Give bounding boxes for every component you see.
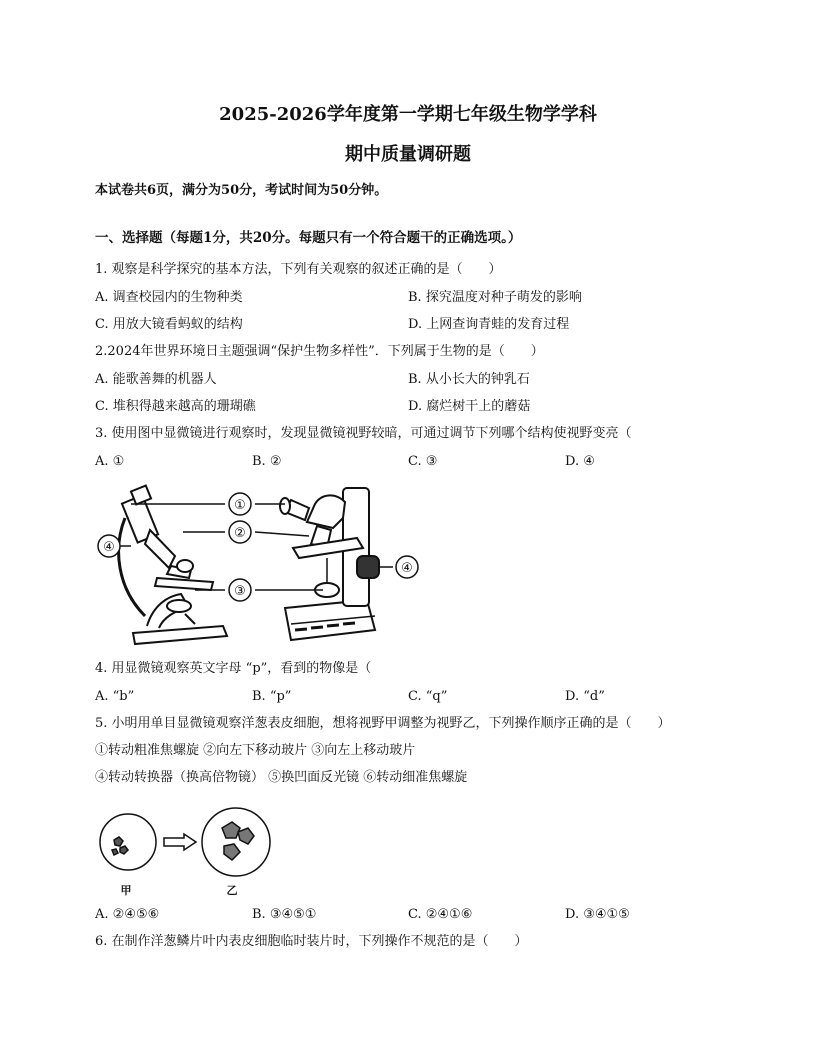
label-3: ③	[234, 584, 246, 599]
question-2-option-d: D. 腐烂树干上的蘑菇	[408, 399, 531, 414]
question-4-option-b: B. “p”	[252, 689, 292, 704]
exam-subtitle: 期中质量调研题	[345, 144, 471, 165]
question-3-option-c: C. ③	[408, 454, 438, 469]
question-1-option-b: B. 探究温度对种子萌发的影响	[408, 290, 582, 305]
question-5-option-b: B. ③④⑤①	[252, 907, 317, 922]
exam-title: 2025-2026学年度第一学期七年级生物学学科	[219, 104, 597, 125]
question-5-option-c: C. ②④①⑥	[408, 907, 473, 922]
question-5-option-d: D. ③④①⑤	[565, 907, 630, 922]
question-2-stem: 2.2024年世界环境日主题强调“保护生物多样性”．下列属于生物的是（ ）	[95, 344, 544, 359]
question-5-option-a: A. ②④⑤⑥	[95, 907, 160, 922]
question-1-stem: 1. 观察是科学探究的基本方法，下列有关观察的叙述正确的是（ ）	[95, 262, 502, 277]
question-3-option-b: B. ②	[252, 454, 282, 469]
field-label-left: 甲	[120, 884, 132, 897]
question-2-option-a: A. 能歌善舞的机器人	[95, 372, 217, 387]
exam-info: 本试卷共6页，满分为50分，考试时间为50分钟。	[95, 183, 388, 198]
question-5-steps-1: ①转动粗准焦螺旋 ②向左下移动玻片 ③向左上移动玻片	[95, 743, 416, 758]
question-2-option-b: B. 从小长大的钟乳石	[408, 372, 530, 387]
question-5-steps-2: ④转动转换器（换高倍物镜） ⑤换凹面反光镜 ⑥转动细准焦螺旋	[95, 770, 468, 785]
question-1-option-c: C. 用放大镜看蚂蚁的结构	[95, 317, 243, 332]
question-6-stem: 6. 在制作洋葱鳞片叶内表皮细胞临时装片时，下列操作不规范的是（ ）	[95, 934, 528, 949]
label-2: ②	[234, 526, 246, 541]
question-2-option-c: C. 堆积得越来越高的珊瑚礁	[95, 399, 256, 414]
label-4-left: ④	[103, 540, 115, 555]
field-of-view-figure	[98, 798, 278, 898]
question-3-option-a: A. ①	[95, 454, 125, 469]
label-4-right: ④	[401, 561, 413, 576]
question-1-option-a: A. 调查校园内的生物种类	[95, 290, 243, 305]
label-1: ①	[234, 498, 246, 513]
question-4-option-d: D. “d”	[565, 689, 605, 704]
field-label-right: 乙	[226, 884, 238, 897]
question-4-option-c: C. “q”	[408, 689, 448, 704]
question-3-stem: 3. 使用图中显微镜进行观察时，发现显微镜视野较暗，可通过调节下列哪个结构使视野变亮（	[95, 426, 632, 441]
question-5-stem: 5. 小明用单目显微镜观察洋葱表皮细胞，想将视野甲调整为视野乙，下列操作顺序正确的是（ ）	[95, 716, 671, 731]
question-4-option-a: A. “b”	[95, 689, 135, 704]
section-heading: 一、选择题（每题1分，共20分。每题只有一个符合题干的正确选项。）	[95, 230, 522, 246]
question-4-stem: 4. 用显微镜观察英文字母 “p”，看到的物像是（	[95, 661, 372, 676]
question-3-option-d: D. ④	[565, 454, 595, 469]
microscope-figure	[95, 478, 425, 650]
question-1-option-d: D. 上网查询青蛙的发育过程	[408, 317, 570, 332]
